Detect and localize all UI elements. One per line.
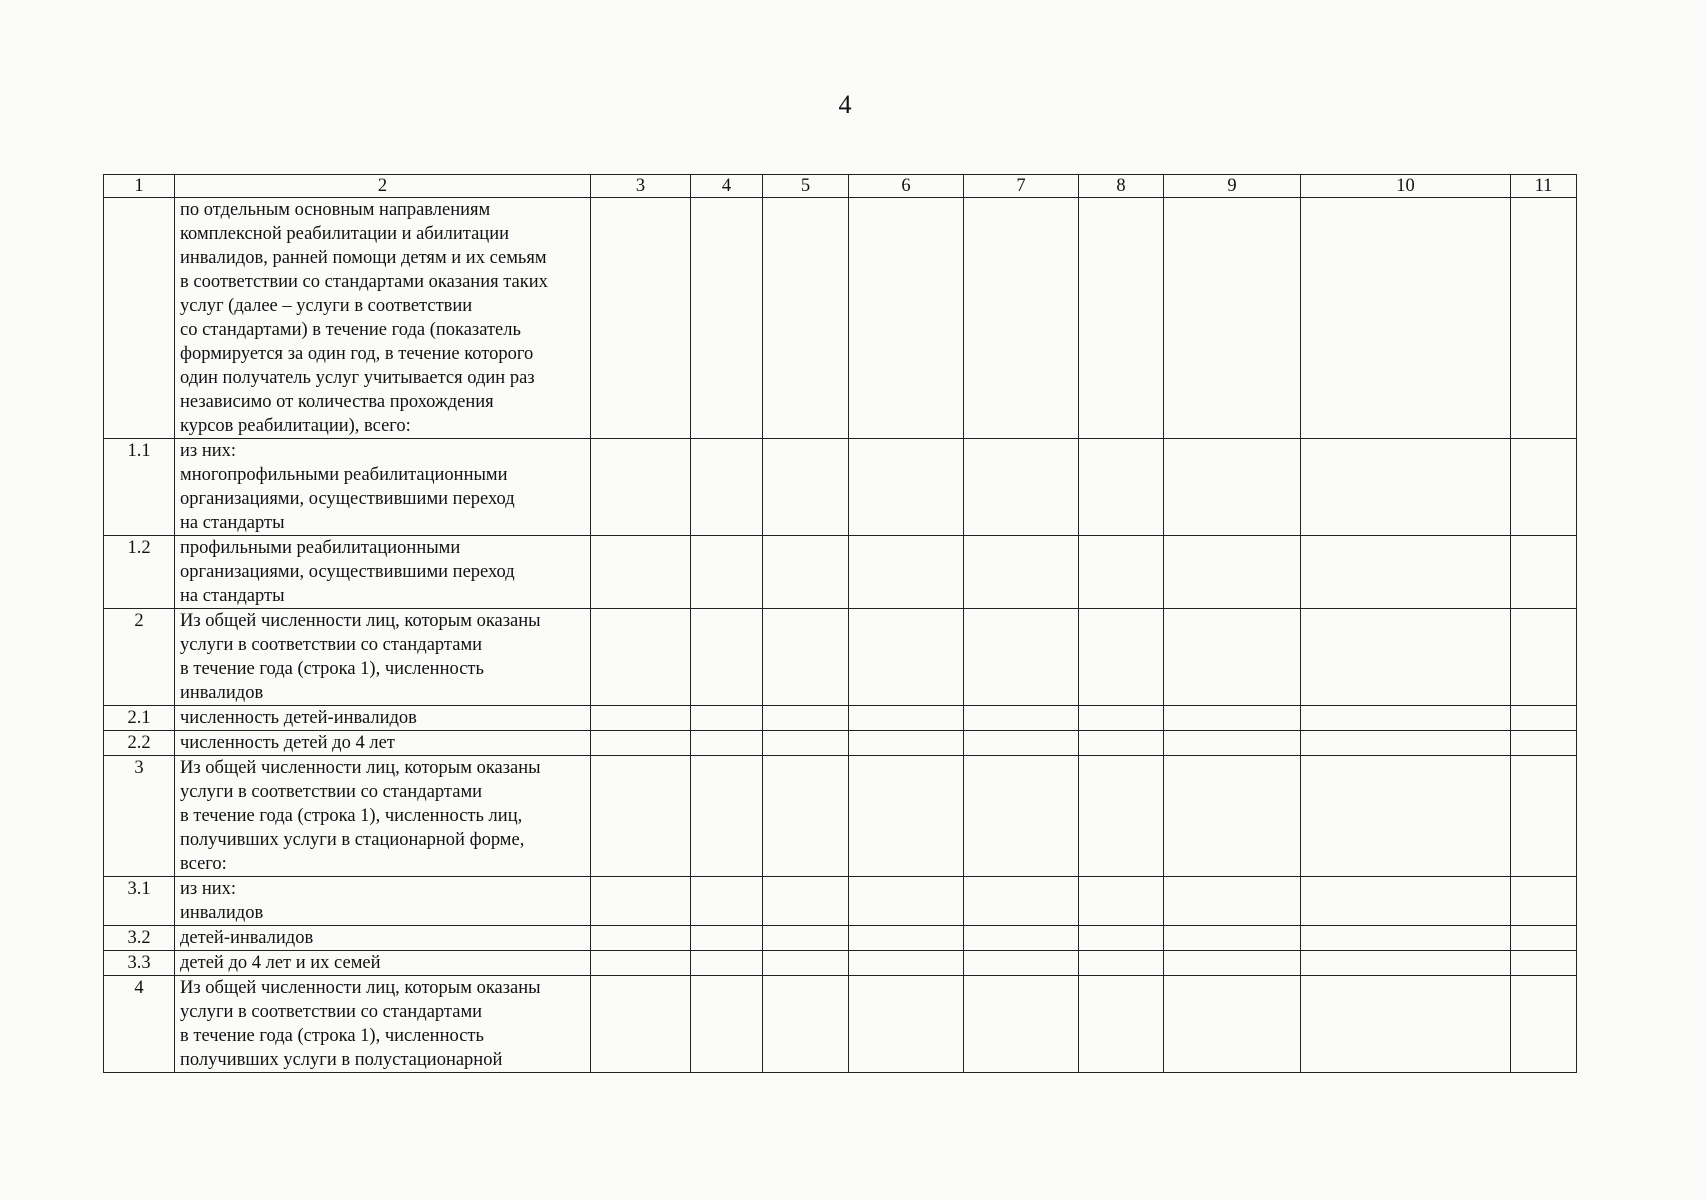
empty-value-cell [849, 877, 964, 926]
empty-value-cell [1511, 439, 1577, 536]
empty-value-cell [591, 877, 691, 926]
column-header: 1 [104, 175, 175, 198]
table-row [104, 731, 1577, 756]
table-row [104, 536, 1577, 609]
empty-value-cell [1511, 877, 1577, 926]
empty-value-cell [1301, 976, 1511, 1073]
empty-value-cell [691, 731, 763, 756]
empty-value-cell [1164, 198, 1301, 439]
column-header: 7 [964, 175, 1079, 198]
empty-value-cell [1164, 951, 1301, 976]
column-header: 8 [1079, 175, 1164, 198]
table-row [104, 976, 1577, 1073]
empty-value-cell [691, 877, 763, 926]
row-number [104, 198, 175, 439]
empty-value-cell [763, 731, 849, 756]
empty-value-cell [964, 976, 1079, 1073]
row-number: 3.1 [104, 877, 175, 926]
row-number: 1.2 [104, 536, 175, 609]
empty-value-cell [849, 951, 964, 976]
empty-value-cell [964, 877, 1079, 926]
empty-value-cell [849, 609, 964, 706]
empty-value-cell [1079, 609, 1164, 706]
empty-value-cell [763, 536, 849, 609]
row-number: 4 [104, 976, 175, 1073]
table-row [104, 756, 1577, 877]
column-header: 3 [591, 175, 691, 198]
empty-value-cell [591, 926, 691, 951]
empty-value-cell [1301, 951, 1511, 976]
column-header: 5 [763, 175, 849, 198]
empty-value-cell [1511, 951, 1577, 976]
empty-value-cell [763, 877, 849, 926]
empty-value-cell [1511, 731, 1577, 756]
empty-value-cell [1511, 976, 1577, 1073]
empty-value-cell [1511, 536, 1577, 609]
empty-value-cell [591, 609, 691, 706]
empty-value-cell [763, 976, 849, 1073]
empty-value-cell [1164, 756, 1301, 877]
row-number: 2.2 [104, 731, 175, 756]
empty-value-cell [1079, 198, 1164, 439]
row-description: Из общей численности лиц, которым оказаны услуги в соответствии со стандартами в течение года (строка 1), численность получивших услуги в полустационарной [175, 976, 591, 1073]
empty-value-cell [849, 926, 964, 951]
column-header: 6 [849, 175, 964, 198]
row-number: 2.1 [104, 706, 175, 731]
empty-value-cell [1301, 756, 1511, 877]
empty-value-cell [1079, 706, 1164, 731]
empty-value-cell [1164, 609, 1301, 706]
column-number-row [104, 175, 1577, 198]
empty-value-cell [591, 706, 691, 731]
empty-value-cell [591, 439, 691, 536]
column-header: 2 [175, 175, 591, 198]
empty-value-cell [763, 951, 849, 976]
empty-value-cell [591, 198, 691, 439]
column-header: 9 [1164, 175, 1301, 198]
row-description: из них: инвалидов [175, 877, 591, 926]
empty-value-cell [849, 198, 964, 439]
empty-value-cell [591, 731, 691, 756]
empty-value-cell [763, 439, 849, 536]
empty-value-cell [1511, 756, 1577, 877]
column-header: 11 [1511, 175, 1577, 198]
empty-value-cell [1511, 609, 1577, 706]
empty-value-cell [691, 439, 763, 536]
empty-value-cell [964, 731, 1079, 756]
empty-value-cell [1164, 877, 1301, 926]
row-description: из них: многопрофильными реабилитационными организациями, осуществившими переход на стандарты [175, 439, 591, 536]
empty-value-cell [1511, 198, 1577, 439]
empty-value-cell [1301, 731, 1511, 756]
empty-value-cell [849, 439, 964, 536]
table-row [104, 926, 1577, 951]
empty-value-cell [1301, 536, 1511, 609]
empty-value-cell [691, 926, 763, 951]
empty-value-cell [1164, 439, 1301, 536]
empty-value-cell [1164, 536, 1301, 609]
empty-value-cell [591, 756, 691, 877]
empty-value-cell [1164, 926, 1301, 951]
empty-value-cell [964, 536, 1079, 609]
empty-value-cell [763, 198, 849, 439]
empty-value-cell [964, 926, 1079, 951]
empty-value-cell [763, 706, 849, 731]
empty-value-cell [691, 198, 763, 439]
empty-value-cell [964, 951, 1079, 976]
empty-value-cell [849, 706, 964, 731]
empty-value-cell [1301, 706, 1511, 731]
empty-value-cell [1301, 926, 1511, 951]
empty-value-cell [1301, 609, 1511, 706]
empty-value-cell [591, 951, 691, 976]
row-number: 3 [104, 756, 175, 877]
empty-value-cell [1079, 756, 1164, 877]
empty-value-cell [1079, 877, 1164, 926]
empty-value-cell [691, 951, 763, 976]
empty-value-cell [691, 976, 763, 1073]
empty-value-cell [763, 926, 849, 951]
row-number: 1.1 [104, 439, 175, 536]
row-description: Из общей численности лиц, которым оказаны услуги в соответствии со стандартами в течение года (строка 1), численность лиц, получивших услуги в стационарной форме, всего: [175, 756, 591, 877]
report-table [103, 174, 1577, 1073]
empty-value-cell [591, 536, 691, 609]
table-row [104, 198, 1577, 439]
empty-value-cell [849, 731, 964, 756]
empty-value-cell [1301, 877, 1511, 926]
empty-value-cell [849, 536, 964, 609]
row-description: детей до 4 лет и их семей [175, 951, 591, 976]
empty-value-cell [1079, 439, 1164, 536]
row-description: профильными реабилитационными организациями, осуществившими переход на стандарты [175, 536, 591, 609]
empty-value-cell [591, 976, 691, 1073]
empty-value-cell [691, 756, 763, 877]
row-description: численность детей-инвалидов [175, 706, 591, 731]
empty-value-cell [1511, 706, 1577, 731]
column-header: 10 [1301, 175, 1511, 198]
empty-value-cell [1079, 536, 1164, 609]
empty-value-cell [1164, 976, 1301, 1073]
empty-value-cell [1164, 706, 1301, 731]
empty-value-cell [691, 706, 763, 731]
table-row [104, 877, 1577, 926]
empty-value-cell [1079, 731, 1164, 756]
table-row [104, 706, 1577, 731]
table-row [104, 951, 1577, 976]
empty-value-cell [964, 198, 1079, 439]
row-number: 2 [104, 609, 175, 706]
row-description: Из общей численности лиц, которым оказаны услуги в соответствии со стандартами в течение года (строка 1), численность инвалидов [175, 609, 591, 706]
empty-value-cell [849, 976, 964, 1073]
row-description: детей-инвалидов [175, 926, 591, 951]
empty-value-cell [1301, 198, 1511, 439]
empty-value-cell [691, 536, 763, 609]
empty-value-cell [964, 609, 1079, 706]
column-header: 4 [691, 175, 763, 198]
table-row [104, 609, 1577, 706]
empty-value-cell [763, 609, 849, 706]
row-description: по отдельным основным направлениям комплексной реабилитации и абилитации инвалидов, ранней помощи детям и их семьям в соответствии со стандартами оказания таких услуг (далее – услуги в соответствии со стандартами) в течение года (показатель формируется за один год, в течение которого один получатель услуг учитывается один раз независимо от количества прохождения курсов реабилитации), всего: [175, 198, 591, 439]
empty-value-cell [964, 756, 1079, 877]
empty-value-cell [964, 706, 1079, 731]
empty-value-cell [964, 439, 1079, 536]
empty-value-cell [1511, 926, 1577, 951]
row-description: численность детей до 4 лет [175, 731, 591, 756]
empty-value-cell [1164, 731, 1301, 756]
empty-value-cell [1301, 439, 1511, 536]
row-number: 3.2 [104, 926, 175, 951]
empty-value-cell [1079, 951, 1164, 976]
empty-value-cell [691, 609, 763, 706]
empty-value-cell [763, 756, 849, 877]
empty-value-cell [1079, 976, 1164, 1073]
empty-value-cell [849, 756, 964, 877]
empty-value-cell [1079, 926, 1164, 951]
row-number: 3.3 [104, 951, 175, 976]
page-number: 4 [838, 90, 852, 119]
table-row [104, 439, 1577, 536]
